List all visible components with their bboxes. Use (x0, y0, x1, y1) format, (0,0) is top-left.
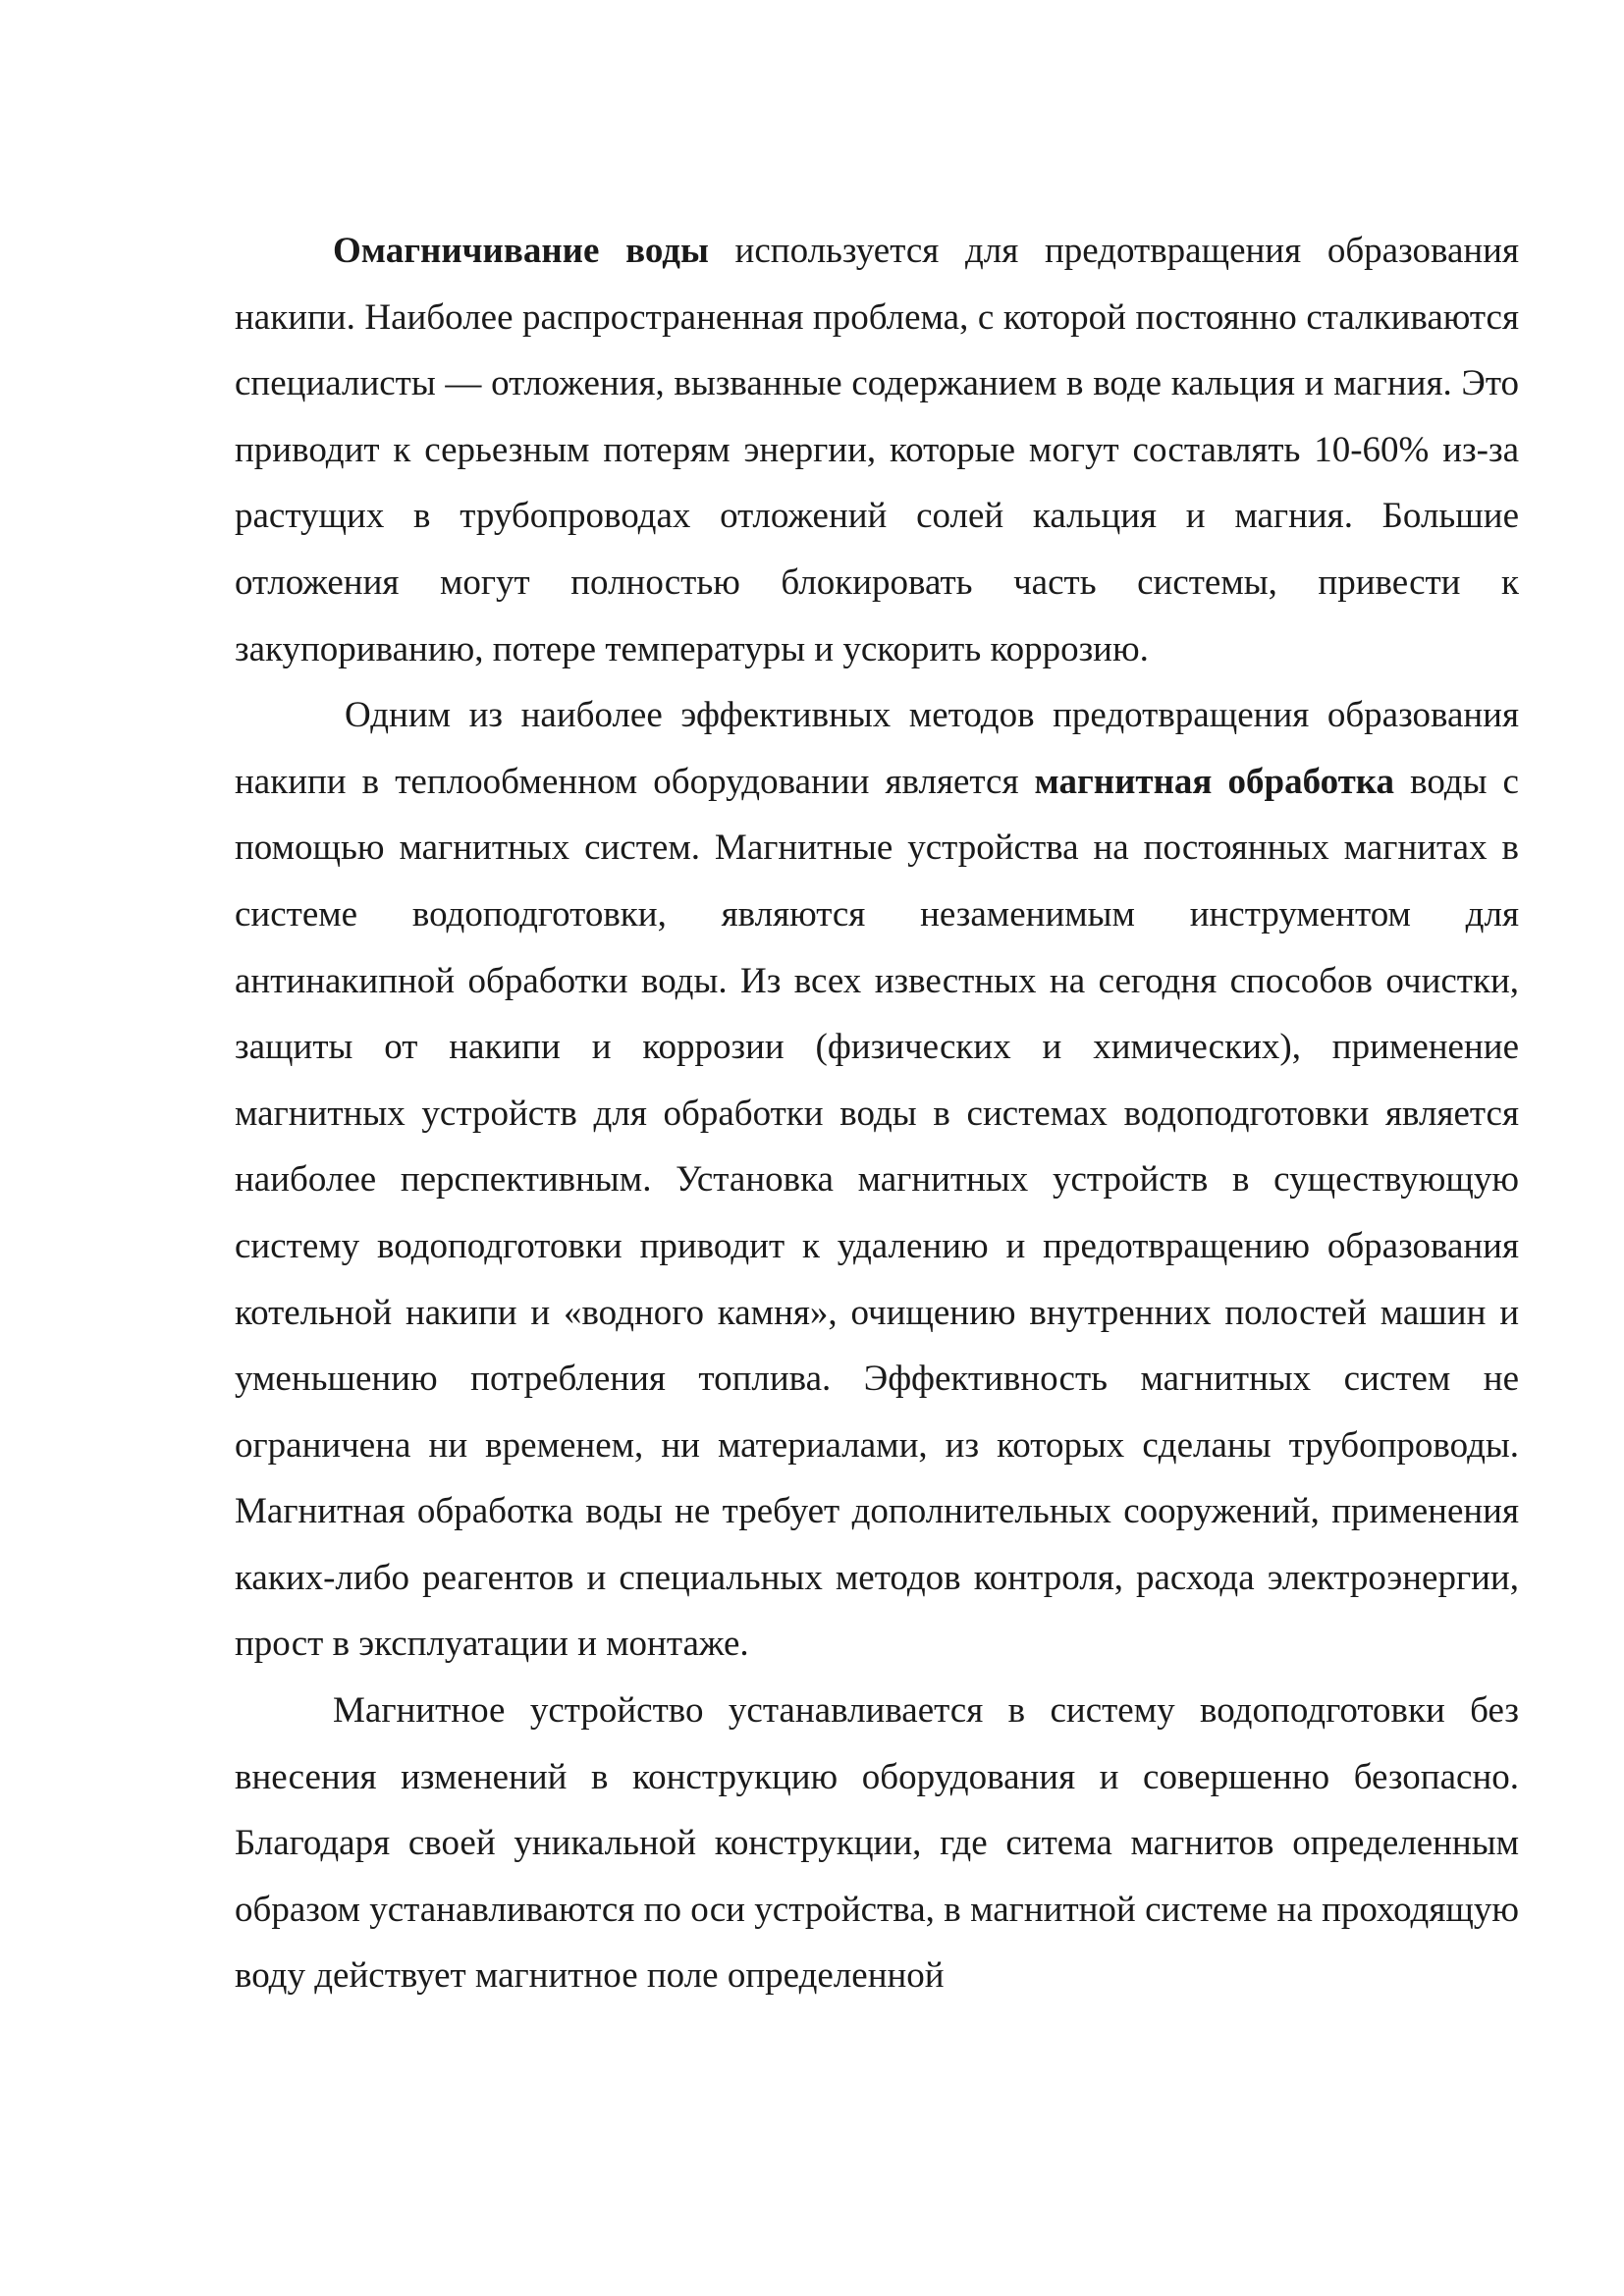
paragraph-1 (235, 218, 1519, 682)
paragraph-2 (235, 682, 1519, 1678)
bold-term-magnetizing-water: Омагничивание воды (333, 231, 709, 271)
paragraph-3-text: Магнитное устройство устанавливается в систему водоподготовки без внесения изменений в конструкцию оборудования и совершенно безопасно. Благодаря своей уникальной конструкции, где ситема магнитов определенным образом устанавливаются по оси устройства, в магнитной системе на проходящую воду действует магнитное поле определенной (235, 1690, 1519, 1997)
document-body (235, 218, 1519, 2009)
paragraph-2-text-after: воды с помощью магнитных систем. Магнитные устройства на постоянных магнитах в системе водоподготовки, являются незаменимым инструментом для антинакипной обработки воды. Из всех известных на сегодня способов очистки, защиты от накипи и коррозии (физических и химических), применение магнитных устройств для обработки воды в системах водоподготовки является наиболее перспективным. Установка магнитных устройств в существующую систему водоподготовки приводит к удалению и предотвращению образования котельной накипи и «водного камня», очищению внутренних полостей машин и уменьшению потребления топлива. Эффективность магнитных систем не ограничена ни временем, ни материалами, из которых сделаны трубопроводы. Магнитная обработка воды не требует дополнительных сооружений, применения каких-либо реагентов и специальных методов контроля, расхода электроэнергии, прост в эксплуатации и монтаже. (235, 761, 1519, 1665)
paragraph-1-text: используется для предотвращения образования накипи. Наиболее распространенная проблема, с которой постоянно сталкиваются специалисты — отложения, вызванные содержанием в воде кальция и магния. Это приводит к серьезным потерям энергии, которые могут составлять 10-60% из-за растущих в трубопроводах отложений солей кальция и магния. Большие отложения могут полностью блокировать часть системы, привести к закупориванию, потере температуры и ускорить коррозию. (235, 231, 1519, 669)
paragraph-3 (235, 1678, 1519, 2009)
bold-term-magnetic-treatment: магнитная обработка (1034, 761, 1395, 802)
paragraph-2-text-before: Одним из наиболее эффективных методов предотвращения образования накипи в теплообменном оборудовании является (235, 695, 1519, 802)
